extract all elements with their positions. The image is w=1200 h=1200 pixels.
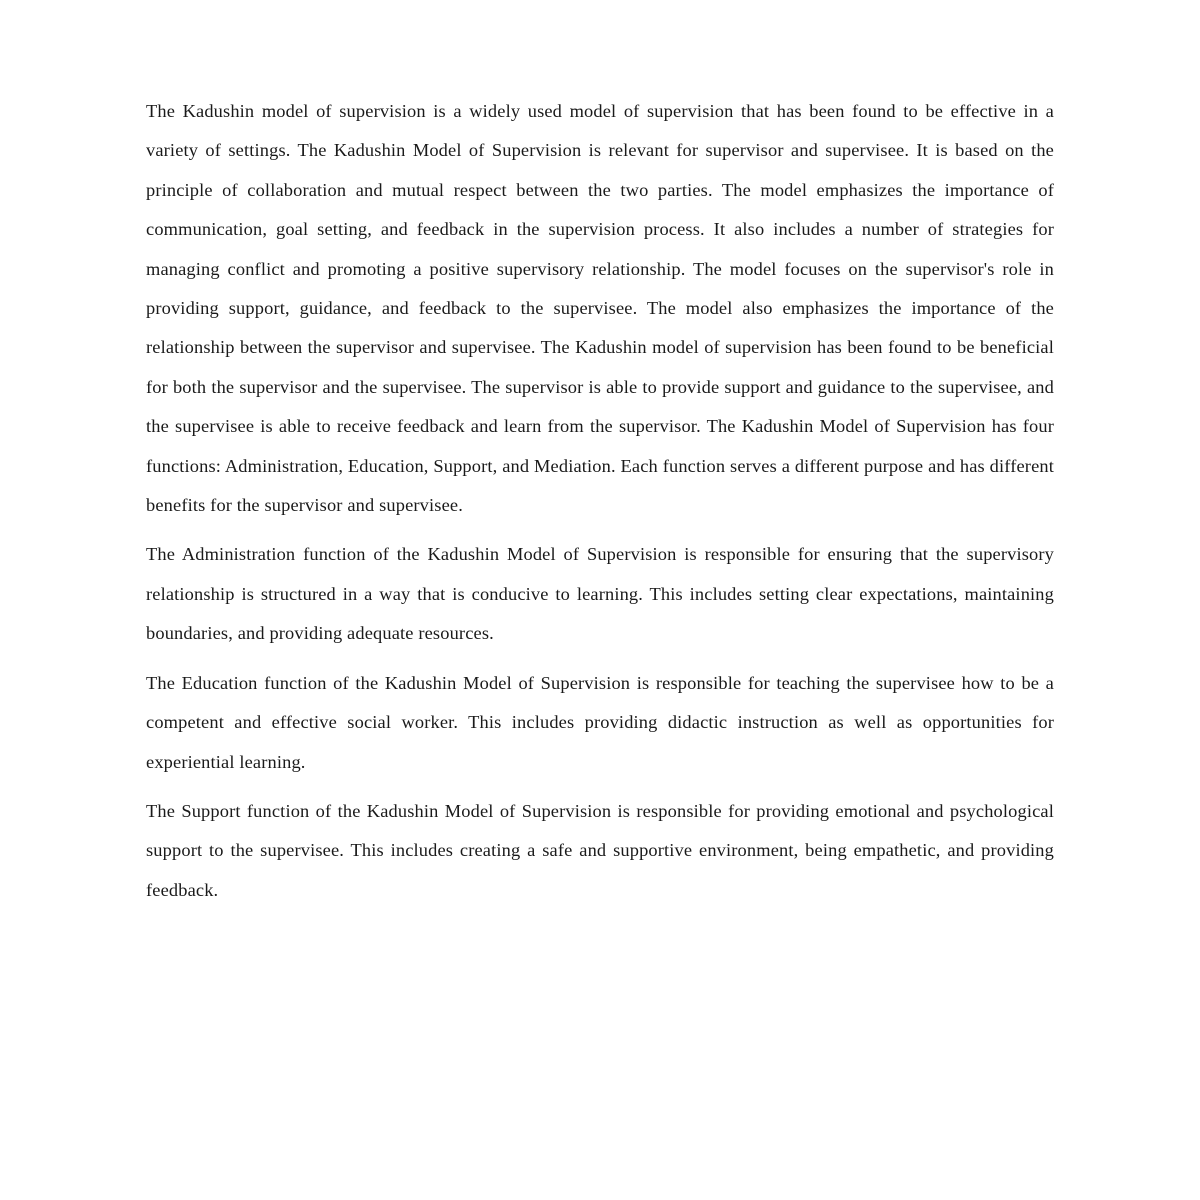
paragraph-education: The Education function of the Kadushin Model of Supervision is responsible for teaching the supervisee how to be a competent and effective social worker. This includes providing didactic instruction as well as opportunities for experiential learning. — [146, 672, 1054, 772]
paragraph-intro: The Kadushin model of supervision is a widely used model of supervision that has been found to be effective in a variety of settings. The Kadushin Model of Supervision is relevant for supervisor and supervisee. It is based on the principle of collaboration and mutual respect between the two parties. The model emphasizes the importance of communication, goal setting, and feedback in the supervision process. It also includes a number of strategies for managing conflict and promoting a positive supervisory relationship. The model focuses on the supervisor's role in providing support, guidance, and feedback to the supervisee. The model also emphasizes the importance of the relationship between the supervisor and supervisee. The Kadushin model of supervision has been found to be beneficial for both the supervisor and the supervisee. The supervisor is able to provide support and guidance to the supervisee, and the supervisee is able to receive feedback and learn from the supervisor. The Kadushin Model of Supervision has four functions: Administration, Education, Support, and Mediation. Each function serves a different purpose and has different benefits for the supervisor and supervisee. — [146, 101, 1054, 516]
paragraph-support: The Support function of the Kadushin Model of Supervision is responsible for providing emotional and psychological support to the supervisee. This includes creating a safe and supportive environment, being empathetic, and providing feedback. — [146, 800, 1054, 900]
document-page — [146, 92, 1054, 920]
paragraph-administration: The Administration function of the Kadushin Model of Supervision is responsible for ensuring that the supervisory relationship is structured in a way that is conducive to learning. This includes setting clear expectations, maintaining boundaries, and providing adequate resources. — [146, 544, 1054, 644]
